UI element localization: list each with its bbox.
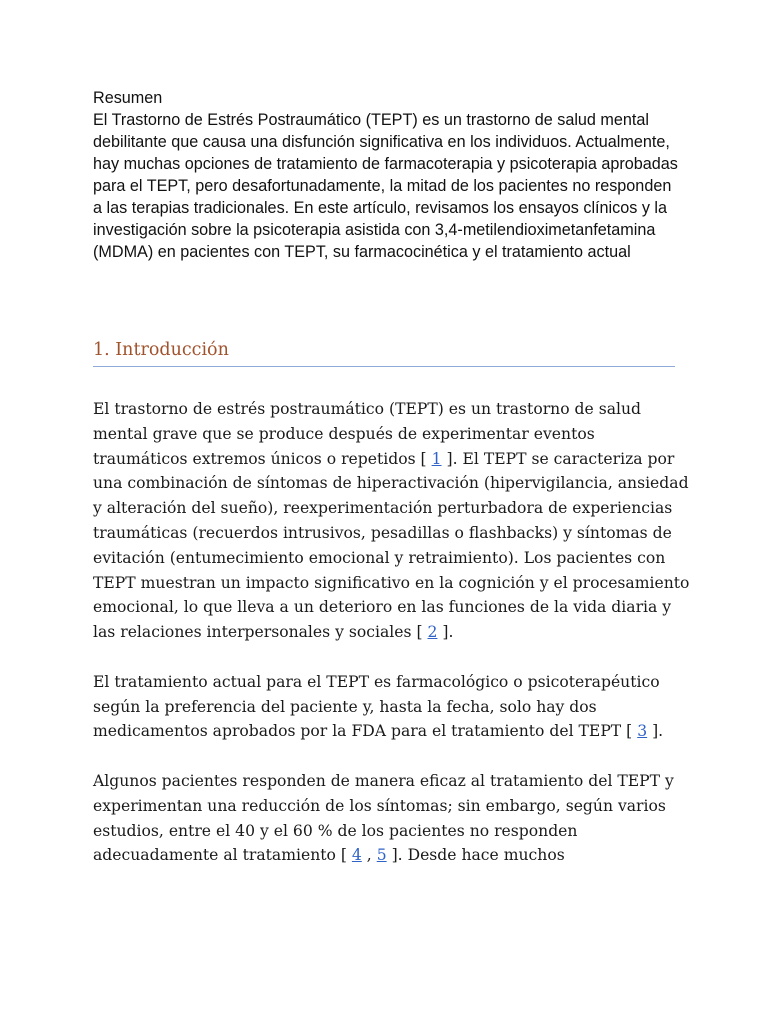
citation-link-1[interactable]: 1 [431,449,442,468]
citation-link-3[interactable]: 3 [637,722,648,741]
abstract-text: El Trastorno de Estrés Postraumático (TEPT) es un trastorno de salud mental debilitante que causa una disfunción significativa en los individuos. Actualmente, hay muchas opciones de tratamiento de farmacoterapia y psicoterapia aprobadas para el TEPT, pero desafortunadamente, la mitad de los pacientes no responden a las terapias tradicionales. En este artículo, revisamos los ensayos clínicos y la investigación sobre la psicoterapia asistida con 3,4-metilendioximetanfetamina (MDMA) en pacientes con TEPT, su farmacocinética y el tratamiento actual [93,111,678,261]
citation-separator: , [361,846,377,865]
paragraph-3 [93,769,693,868]
abstract-title: Resumen [93,89,163,107]
citation-link-2[interactable]: 2 [427,623,438,642]
paragraph-text: El trastorno de estrés postraumático (TEPT) es un trastorno de salud mental grave que se produce después de experimentar eventos traumáticos extremos únicos o repetidos [ [93,400,642,468]
paragraph-2 [93,670,693,744]
section-body [93,397,693,893]
paragraph-text: Algunos pacientes responden de manera eficaz al tratamiento del TEPT y experimentan una reducción de los síntomas; sin embargo, según varios estudios, entre el 40 y el 60 % de los pacientes no responden adecuadamente al tratamiento [ [93,771,674,865]
paragraph-text: ]. Desde hace muchos [386,846,565,865]
paragraph-text: ]. [437,623,454,642]
paragraph-text: ]. [647,722,664,741]
paragraph-text: ]. El TEPT se caracteriza por una combinación de síntomas de hiperactivación (hipervigilancia, ansiedad y alteración del sueño), reexperimentación perturbadora de experiencias traumáticas (recuerdos intrusivos, pesadillas o flashbacks) y síntomas de evitación (entumecimiento emocional y retraimiento). Los pacientes con TEPT muestran un impacto significativo en la cognición y el procesamiento emocional, lo que lleva a un deterioro en las funciones de la vida diaria y las relaciones interpersonales y sociales [ [93,449,690,642]
paragraph-1 [93,397,693,645]
abstract-block [93,87,683,263]
section-heading: 1. Introducción [93,340,675,367]
citation-link-5[interactable]: 5 [376,846,387,865]
paragraph-text: El tratamiento actual para el TEPT es farmacológico o psicoterapéutico según la preferencia del paciente y, hasta la fecha, solo hay dos medicamentos aprobados por la FDA para el tratamiento del TEPT [ [93,672,660,741]
citation-link-4[interactable]: 4 [351,846,362,865]
